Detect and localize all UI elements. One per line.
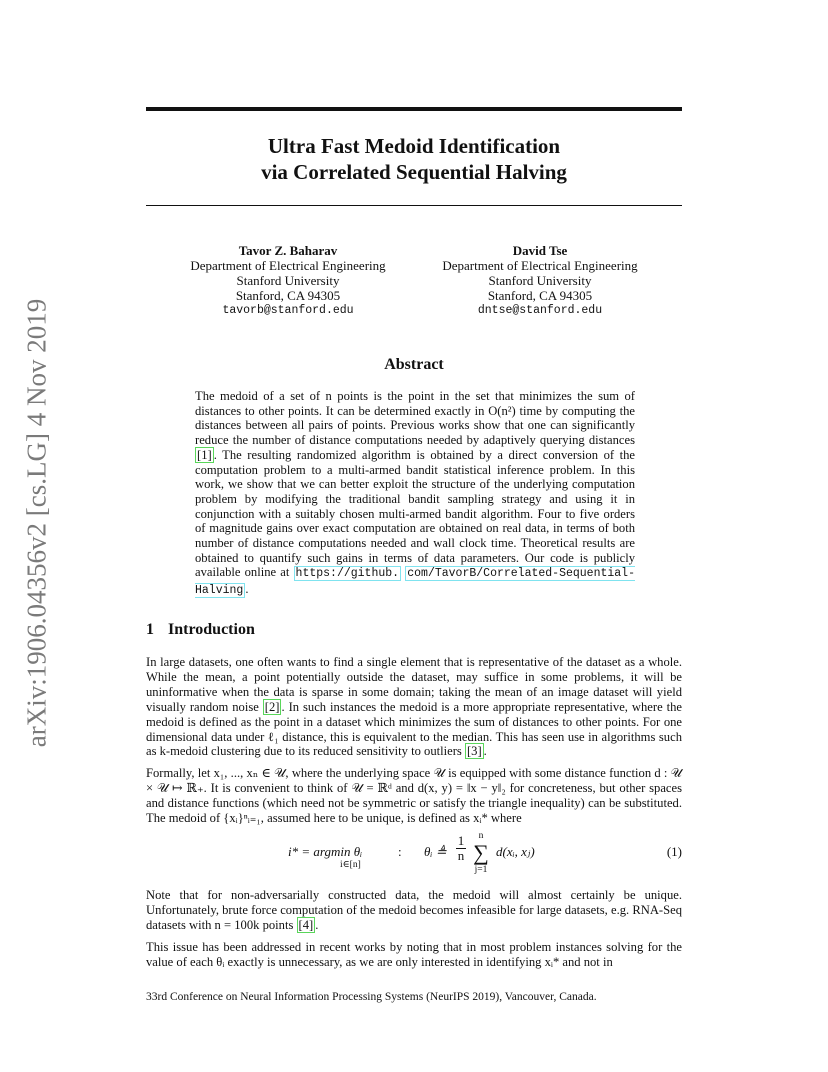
equation-1 <box>146 831 682 880</box>
para-end: . <box>483 744 487 759</box>
citation-link[interactable]: [4] <box>298 917 314 932</box>
abstract-heading: Abstract <box>384 356 444 373</box>
eq-sub: i∈[n] <box>340 860 361 870</box>
top-rule <box>146 107 682 111</box>
author-addr: Stanford, CA 94305 <box>487 288 593 303</box>
eq-term-text: d(xᵢ, xⱼ) <box>496 844 535 859</box>
author-block-1 <box>178 243 398 318</box>
sum-symbol: ∑ <box>473 840 489 865</box>
eq-sum-top: n <box>478 831 484 841</box>
eq-sum-bot: j=1 <box>474 865 488 875</box>
arxiv-id-text: arXiv:1906.04356v2 [cs.LG] 4 Nov 2019 <box>21 298 52 747</box>
citation-link[interactable]: [3] <box>466 744 482 759</box>
intro-paragraph-2: Formally, let x₁, ..., xₙ ∈ 𝒰, where the underlying space 𝒰 is equipped with some distance function d : 𝒰 × 𝒰 ↦ ℝ₊. It is convenient to think of 𝒰 = ℝᵈ and d(x, y) = ‖x − y‖₂ for concreteness, but other spaces and distance functions (which need not be symmetric or satisfy the triangle inequality) can be substituted. The medoid of {xᵢ}ⁿᵢ₌₁, assumed here to be unique, is defined as xᵢ* where <box>146 766 682 825</box>
abstract-part-1: The medoid of a set of n points is the point in the set that minimizes the sum of distances to other points. It can be determined exactly in O(n²) time by computing the distances between all pairs of points. Previous works show that one can significantly reduce the number of distance computations needed by adaptively querying distances <box>195 389 635 448</box>
section-heading <box>146 621 255 639</box>
author-addr: Stanford, CA 94305 <box>235 288 341 303</box>
eq-colon: : <box>398 844 402 859</box>
para-text: Note that for non-adversarially constructed data, the medoid will almost certainly be unique. Unfortunately, brute force computation of the medoid becomes infeasible for large datasets, e.g. RNA-Seq datasets with n = 100k points <box>146 888 682 932</box>
section-number: 1 <box>146 621 154 638</box>
arxiv-identifier <box>14 285 60 760</box>
para-text: . In such instances the medoid is a more appropriate representative, where the medoid is defined as the point in a dataset which minimizes the sum of distances to other points. For one dimensional data under ℓ₁ distance, this is equivalent to the median. This has seen use in algorithms such as k-medoid clustering due to its reduced sensitivity to outliers <box>146 699 682 759</box>
abstract-end: . <box>245 582 249 597</box>
conference-footer: 33rd Conference on Neural Information Processing Systems (NeurIPS 2019), Vancouver, Canada. <box>146 991 597 1003</box>
title-line-1: Ultra Fast Medoid Identification <box>267 134 561 158</box>
eq-lhs-text: i* = argmin θᵢ <box>288 844 363 859</box>
intro-paragraph-1 <box>146 655 682 759</box>
section-title: Introduction <box>168 621 255 638</box>
title-rule <box>146 205 682 206</box>
code-url-link-cont[interactable]: com/TavorB/Correlated-Sequential-Halving <box>195 567 635 598</box>
author-univ: Stanford University <box>236 273 340 288</box>
author-name: Tavor Z. Baharav <box>238 243 338 258</box>
author-email: tavorb@stanford.edu <box>222 304 354 317</box>
citation-link[interactable]: [2] <box>264 699 280 714</box>
eq-number: (1) <box>666 844 682 859</box>
intro-paragraph-3 <box>146 888 682 933</box>
title-line-2: via Correlated Sequential Halving <box>261 160 567 184</box>
para-text: In large datasets, one often wants to find a single element that is representative of the dataset as a whole. While the mean, a point potentially outside the dataset, may suffice in some problems, it will be uninformative when the data is sparse in some domain; taking the mean of an image dataset will yield visually random noise <box>146 655 682 714</box>
eq-sum <box>468 830 494 876</box>
eq-fraction <box>456 834 466 863</box>
eq-frac-den: n <box>457 848 465 863</box>
author-dept: Department of Electrical Engineering <box>442 258 638 273</box>
abstract-part-2: . The resulting randomized algorithm is obtained by a direct conversion of the computation problem to a multi-armed bandit statistical inference problem. In this work, we show that we can better exploit the structure of the underlying computation problem by modifying the traditional bandit sampling strategy and using it in conjunction with a suitably chosen multi-armed bandit algorithm. Four to five orders of magnitude gains over exact computation are obtained on real data, in terms of both number of distance computations needed and wall clock time. Theoretical results are obtained to quantify such gains in terms of data parameters. Our code is publicly available online at <box>195 447 635 580</box>
eq-rhs-text: θᵢ ≜ <box>424 844 447 859</box>
author-univ: Stanford University <box>488 273 592 288</box>
code-url-link[interactable]: https://github. <box>295 567 400 581</box>
author-name: David Tse <box>512 243 568 258</box>
author-dept: Department of Electrical Engineering <box>190 258 386 273</box>
intro-paragraph-4: This issue has been addressed in recent works by noting that in most problem instances solving for the value of each θᵢ exactly is unnecessary, as we are only interested in identifying xᵢ* and not in <box>146 940 682 969</box>
eq-term <box>496 844 535 860</box>
author-email: dntse@stanford.edu <box>477 304 603 317</box>
eq-lhs <box>288 844 362 870</box>
abstract-text <box>195 389 635 599</box>
eq-frac-num: 1 <box>457 833 465 848</box>
paper-title <box>146 133 682 185</box>
para-end: . <box>315 917 319 932</box>
author-block-2 <box>430 243 650 318</box>
eq-rhs <box>424 844 447 860</box>
citation-link[interactable]: [1] <box>197 447 212 462</box>
